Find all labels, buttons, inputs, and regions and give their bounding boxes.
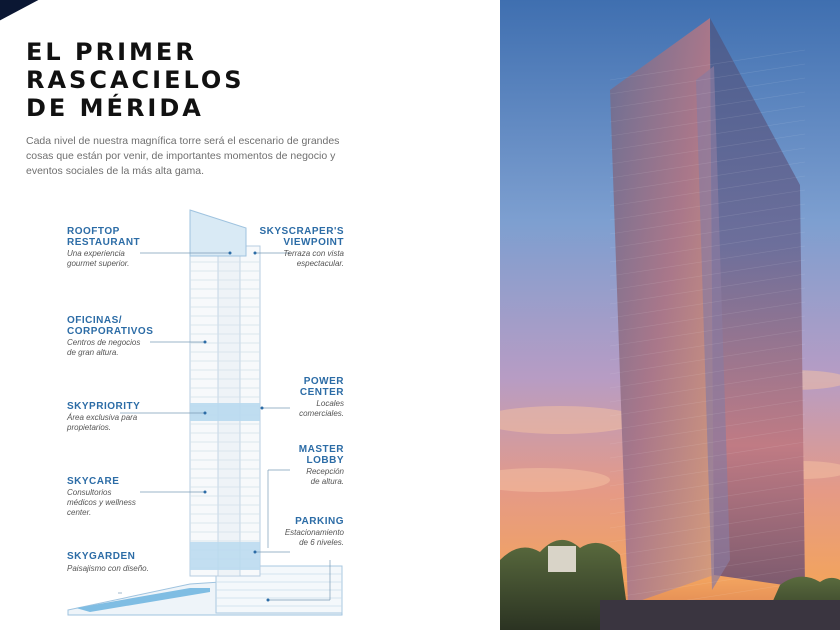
label-viewpoint — [244, 226, 344, 248]
label-title: PARKING — [295, 516, 344, 527]
desc-skypriority — [67, 413, 137, 433]
desc-skycare — [67, 488, 136, 518]
leader-dot — [267, 599, 270, 602]
desc-parking — [244, 528, 344, 548]
tower-rendering-svg — [500, 0, 840, 630]
desc-line: propietarios. — [67, 423, 112, 432]
label-title: OFICINAS/ — [67, 315, 123, 326]
desc-line: Consultorios — [67, 488, 112, 497]
title-line: EL PRIMER — [26, 38, 197, 66]
label-parking — [244, 516, 344, 527]
leader-dot — [229, 252, 232, 255]
tower-rendering-image — [500, 0, 840, 630]
desc-viewpoint — [244, 249, 344, 269]
label-skypriority — [67, 401, 140, 412]
desc-line: Locales — [316, 399, 344, 408]
desc-line: espectacular. — [296, 259, 344, 268]
label-title: ROOFTOP — [67, 226, 120, 237]
label-power-center — [244, 376, 344, 398]
desc-line: Paisajismo con diseño. — [67, 564, 149, 573]
desc-line: Área exclusiva para — [67, 413, 138, 422]
label-title: SKYPRIORITY — [67, 401, 141, 412]
label-title: RESTAURANT — [67, 237, 141, 248]
label-title: SKYGARDEN — [67, 551, 136, 562]
desc-line: gourmet superior. — [67, 259, 130, 268]
desc-power-center — [244, 399, 344, 419]
label-title: SKYSCRAPER'S — [259, 226, 344, 237]
desc-line: Centros de negocios — [67, 338, 141, 347]
desc-oficinas — [67, 338, 140, 358]
desc-line: Una experiencia — [67, 249, 125, 258]
label-rooftop — [67, 226, 140, 248]
label-title: VIEWPOINT — [283, 237, 344, 248]
desc-master-lobby — [244, 467, 344, 487]
desc-line: Recepción — [306, 467, 344, 476]
leader-dot — [204, 491, 207, 494]
label-oficinas — [67, 315, 153, 337]
label-title: LOBBY — [306, 455, 344, 466]
desc-skygarden — [67, 564, 149, 574]
desc-line: Estacionamiento — [284, 528, 344, 537]
desc-rooftop — [67, 249, 129, 269]
small-building — [548, 546, 576, 572]
label-skycare — [67, 476, 119, 487]
intro-paragraph: Cada nivel de nuestra magnífica torre será el escenario de grandes cosas que están por venir, de importantes momentos de negocio y eventos sociales de la más alta gama. — [26, 135, 340, 177]
label-skygarden — [67, 551, 135, 562]
label-title: POWER — [303, 376, 344, 387]
title-line: RASCACIELOS — [26, 66, 245, 94]
desc-line: médicos y wellness — [67, 498, 136, 507]
desc-line: de 6 niveles. — [299, 538, 344, 547]
desc-line: center. — [67, 508, 92, 517]
label-title: CENTER — [299, 387, 344, 398]
label-title: SKYCARE — [67, 476, 120, 487]
label-master-lobby — [244, 444, 344, 466]
label-title: CORPORATIVOS — [67, 326, 154, 337]
desc-line: de altura. — [310, 477, 344, 486]
desc-line: de gran altura. — [67, 348, 119, 357]
leader-dot — [204, 341, 207, 344]
tower-crown — [190, 210, 246, 256]
desc-line: Terraza con vista — [283, 249, 344, 258]
title-line: DE MÉRIDA — [26, 94, 204, 122]
desc-line: comerciales. — [299, 409, 344, 418]
label-title: MASTER — [298, 444, 344, 455]
leader-dot — [204, 412, 207, 415]
leader-dot — [254, 551, 257, 554]
ground — [600, 600, 840, 630]
